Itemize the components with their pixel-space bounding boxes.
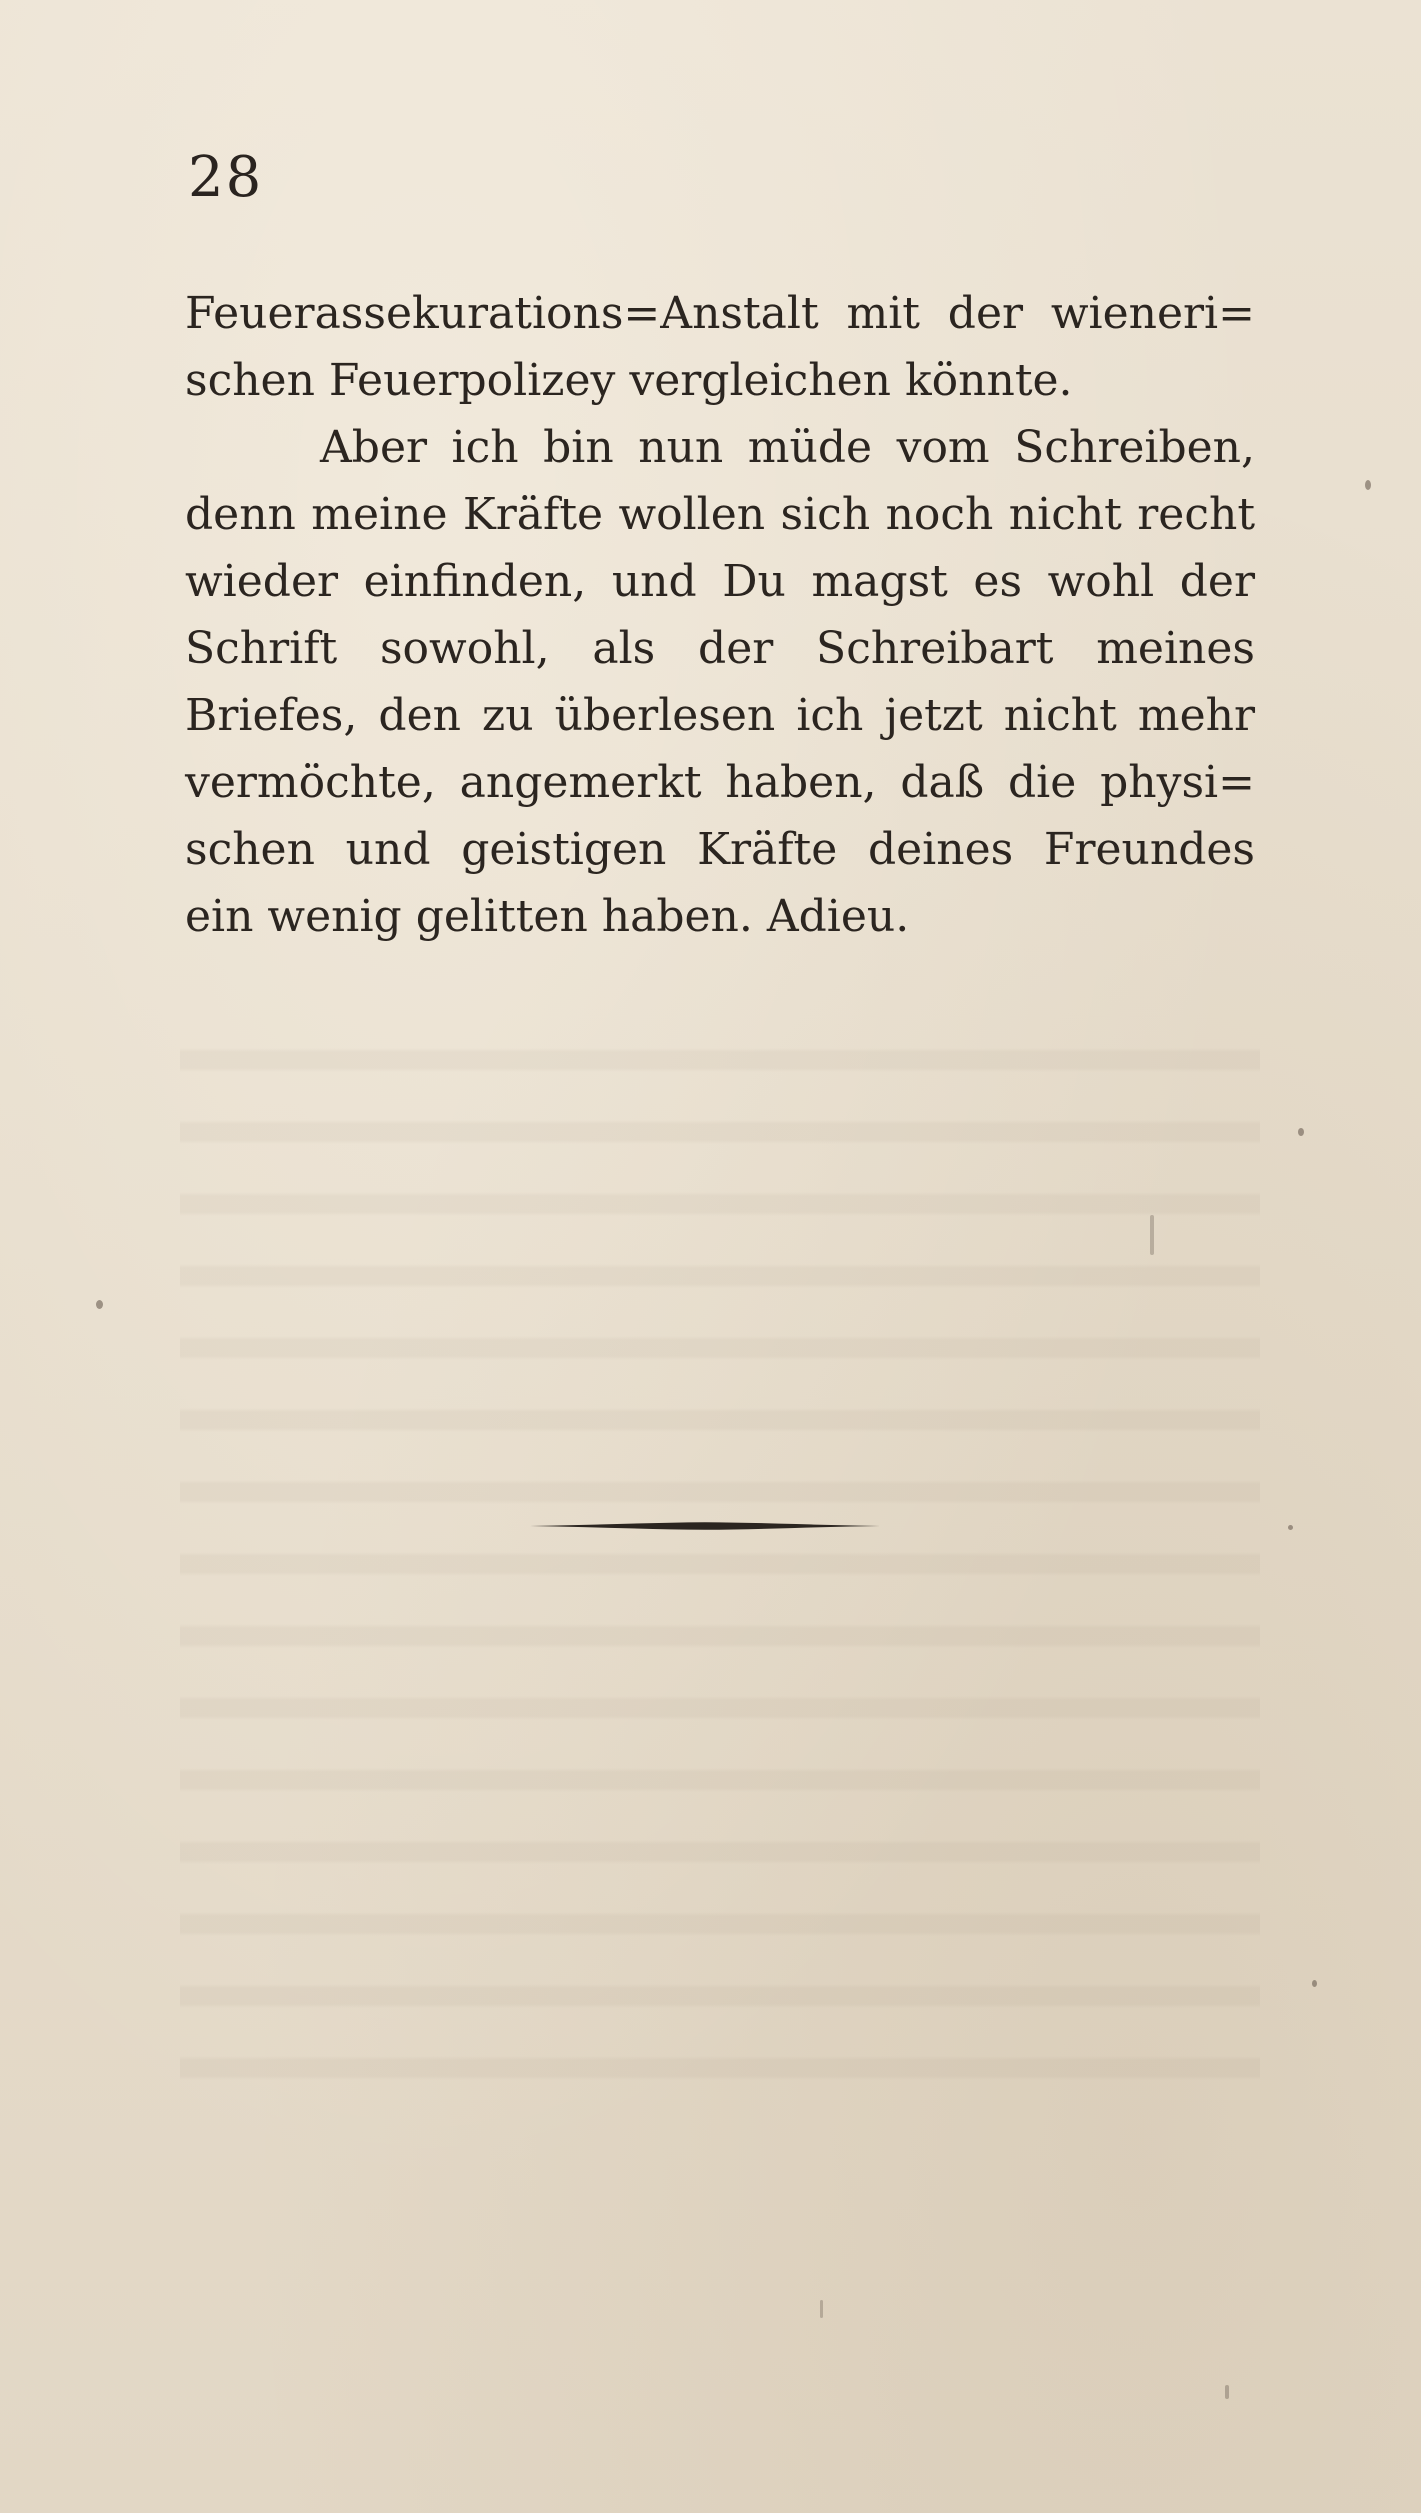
text-line: denn meine Kräfte wollen sich noch nicht recht [185, 489, 1255, 540]
paper-speck [96, 1300, 103, 1309]
text-line: wieder einfinden, und Du magst es wohl der [185, 556, 1255, 607]
bleed-through-texture [180, 1000, 1260, 2100]
text-line: Schrift sowohl, als der Schreibart meines [185, 623, 1255, 674]
paper-speck [1312, 1980, 1317, 1987]
decorative-rule [530, 1521, 880, 1531]
text-line: Aber ich bin nun müde vom Schreiben, [320, 422, 1255, 473]
paper-speck [820, 2300, 823, 2318]
paper-speck [1225, 2385, 1229, 2399]
text-line: ein wenig gelitten haben. Adieu. [185, 891, 910, 942]
page-number: 28 [188, 145, 264, 210]
paper-speck [1288, 1525, 1293, 1530]
text-line: vermöchte, angemerkt haben, daß die physi= [185, 757, 1255, 808]
paper-speck [1150, 1215, 1154, 1255]
body-text [185, 280, 1255, 950]
text-line: schen und geistigen Kräfte deines Freundes [185, 824, 1255, 875]
text-line: schen Feuerpolizey vergleichen könnte. [185, 355, 1073, 406]
text-line: Briefes, den zu überlesen ich jetzt nicht mehr [185, 690, 1255, 741]
text-line: Feuerassekurations=Anstalt mit der wieneri= [185, 288, 1255, 339]
paper-speck [1298, 1128, 1304, 1136]
paper-speck [1365, 480, 1371, 490]
